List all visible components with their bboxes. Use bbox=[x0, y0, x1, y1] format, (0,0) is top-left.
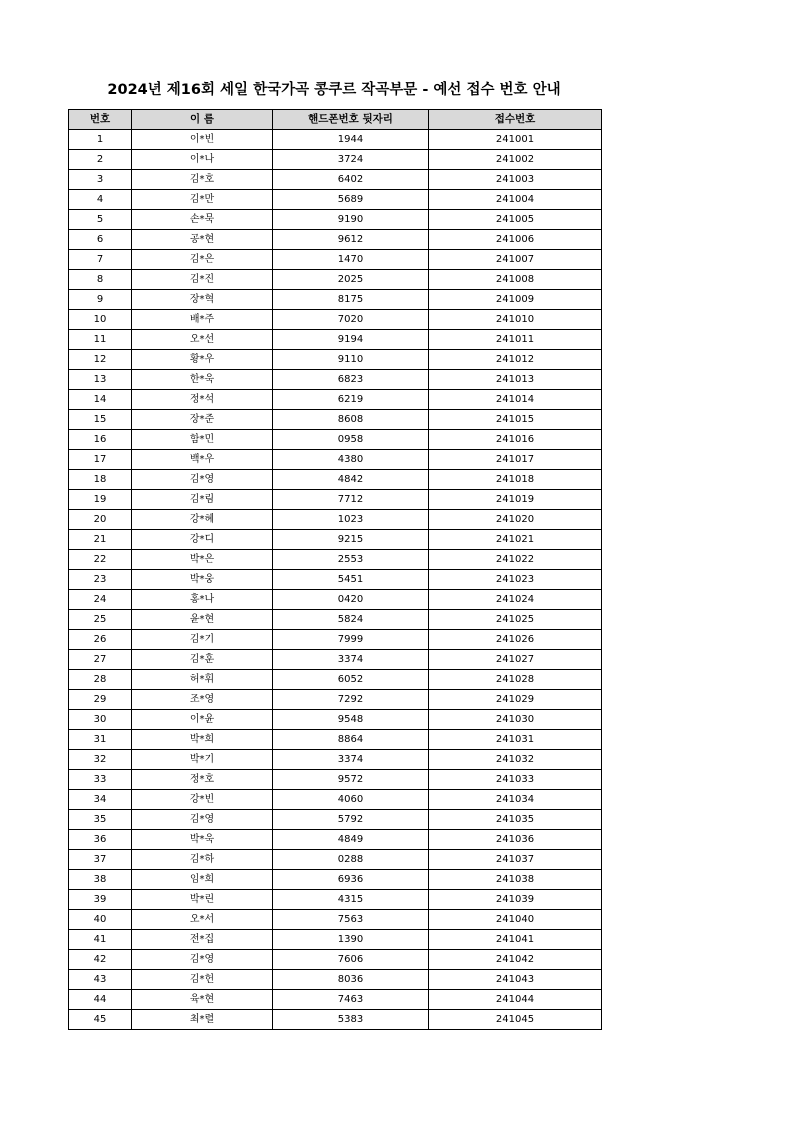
cell-number: 27 bbox=[69, 650, 132, 670]
table-row bbox=[69, 350, 602, 370]
cell-phone-suffix: 1470 bbox=[273, 250, 429, 270]
table-row bbox=[69, 910, 602, 930]
table-row bbox=[69, 890, 602, 910]
table-row bbox=[69, 850, 602, 870]
cell-number: 43 bbox=[69, 970, 132, 990]
cell-number: 12 bbox=[69, 350, 132, 370]
table-row bbox=[69, 770, 602, 790]
document-title: 2024년 제16회 세일 한국가곡 콩쿠르 작곡부문 - 예선 접수 번호 안내 bbox=[107, 82, 561, 98]
cell-name: 오*서 bbox=[132, 910, 273, 930]
cell-number: 26 bbox=[69, 630, 132, 650]
header-name: 이 름 bbox=[132, 110, 273, 130]
table-row bbox=[69, 390, 602, 410]
cell-phone-suffix: 9110 bbox=[273, 350, 429, 370]
cell-phone-suffix: 7463 bbox=[273, 990, 429, 1010]
cell-phone-suffix: 6219 bbox=[273, 390, 429, 410]
cell-name: 장*준 bbox=[132, 410, 273, 430]
cell-name: 장*혁 bbox=[132, 290, 273, 310]
cell-name: 이*나 bbox=[132, 150, 273, 170]
table-row bbox=[69, 250, 602, 270]
cell-registration-number: 241008 bbox=[429, 270, 602, 290]
cell-number: 23 bbox=[69, 570, 132, 590]
cell-registration-number: 241004 bbox=[429, 190, 602, 210]
table-row bbox=[69, 630, 602, 650]
cell-registration-number: 241043 bbox=[429, 970, 602, 990]
cell-name: 손*묵 bbox=[132, 210, 273, 230]
cell-number: 18 bbox=[69, 470, 132, 490]
cell-registration-number: 241015 bbox=[429, 410, 602, 430]
cell-name: 박*웅 bbox=[132, 570, 273, 590]
cell-name: 허*휘 bbox=[132, 670, 273, 690]
cell-phone-suffix: 7020 bbox=[273, 310, 429, 330]
cell-name: 최*렬 bbox=[132, 1010, 273, 1030]
cell-registration-number: 241013 bbox=[429, 370, 602, 390]
cell-phone-suffix: 7563 bbox=[273, 910, 429, 930]
cell-number: 42 bbox=[69, 950, 132, 970]
cell-phone-suffix: 8608 bbox=[273, 410, 429, 430]
cell-name: 김*영 bbox=[132, 950, 273, 970]
table-row bbox=[69, 330, 602, 350]
cell-phone-suffix: 8864 bbox=[273, 730, 429, 750]
cell-name: 공*현 bbox=[132, 230, 273, 250]
cell-registration-number: 241003 bbox=[429, 170, 602, 190]
cell-registration-number: 241023 bbox=[429, 570, 602, 590]
table-row bbox=[69, 690, 602, 710]
table-row bbox=[69, 610, 602, 630]
cell-phone-suffix: 9612 bbox=[273, 230, 429, 250]
cell-name: 정*호 bbox=[132, 770, 273, 790]
cell-phone-suffix: 3374 bbox=[273, 650, 429, 670]
cell-phone-suffix: 5383 bbox=[273, 1010, 429, 1030]
registration-table bbox=[68, 109, 602, 1030]
cell-number: 9 bbox=[69, 290, 132, 310]
cell-number: 3 bbox=[69, 170, 132, 190]
table-row bbox=[69, 970, 602, 990]
cell-phone-suffix: 3374 bbox=[273, 750, 429, 770]
cell-number: 4 bbox=[69, 190, 132, 210]
cell-number: 33 bbox=[69, 770, 132, 790]
cell-name: 김*훈 bbox=[132, 650, 273, 670]
cell-number: 30 bbox=[69, 710, 132, 730]
cell-registration-number: 241002 bbox=[429, 150, 602, 170]
cell-registration-number: 241044 bbox=[429, 990, 602, 1010]
cell-number: 34 bbox=[69, 790, 132, 810]
cell-name: 강*디 bbox=[132, 530, 273, 550]
cell-phone-suffix: 7999 bbox=[273, 630, 429, 650]
cell-registration-number: 241035 bbox=[429, 810, 602, 830]
cell-name: 백*우 bbox=[132, 450, 273, 470]
cell-phone-suffix: 5451 bbox=[273, 570, 429, 590]
cell-registration-number: 241017 bbox=[429, 450, 602, 470]
cell-phone-suffix: 2025 bbox=[273, 270, 429, 290]
cell-number: 15 bbox=[69, 410, 132, 430]
cell-registration-number: 241032 bbox=[429, 750, 602, 770]
cell-number: 6 bbox=[69, 230, 132, 250]
cell-registration-number: 241039 bbox=[429, 890, 602, 910]
cell-number: 39 bbox=[69, 890, 132, 910]
cell-number: 5 bbox=[69, 210, 132, 230]
cell-number: 22 bbox=[69, 550, 132, 570]
cell-name: 김*만 bbox=[132, 190, 273, 210]
table-row bbox=[69, 410, 602, 430]
cell-name: 함*민 bbox=[132, 430, 273, 450]
table-row bbox=[69, 870, 602, 890]
cell-phone-suffix: 4842 bbox=[273, 470, 429, 490]
cell-registration-number: 241034 bbox=[429, 790, 602, 810]
cell-registration-number: 241021 bbox=[429, 530, 602, 550]
table-row bbox=[69, 930, 602, 950]
table-row bbox=[69, 230, 602, 250]
cell-number: 41 bbox=[69, 930, 132, 950]
cell-name: 박*기 bbox=[132, 750, 273, 770]
cell-name: 윤*현 bbox=[132, 610, 273, 630]
cell-name: 김*호 bbox=[132, 170, 273, 190]
cell-name: 조*영 bbox=[132, 690, 273, 710]
cell-registration-number: 241011 bbox=[429, 330, 602, 350]
cell-registration-number: 241042 bbox=[429, 950, 602, 970]
cell-name: 김*림 bbox=[132, 490, 273, 510]
table-row bbox=[69, 790, 602, 810]
table-row bbox=[69, 270, 602, 290]
cell-phone-suffix: 7292 bbox=[273, 690, 429, 710]
table-row bbox=[69, 470, 602, 490]
cell-registration-number: 241030 bbox=[429, 710, 602, 730]
cell-phone-suffix: 1390 bbox=[273, 930, 429, 950]
cell-phone-suffix: 4315 bbox=[273, 890, 429, 910]
cell-name: 이*윤 bbox=[132, 710, 273, 730]
cell-name: 박*린 bbox=[132, 890, 273, 910]
cell-name: 박*은 bbox=[132, 550, 273, 570]
cell-number: 31 bbox=[69, 730, 132, 750]
table-row bbox=[69, 710, 602, 730]
table-row bbox=[69, 170, 602, 190]
cell-number: 17 bbox=[69, 450, 132, 470]
table-row bbox=[69, 730, 602, 750]
cell-registration-number: 241038 bbox=[429, 870, 602, 890]
cell-number: 11 bbox=[69, 330, 132, 350]
table-body bbox=[69, 130, 602, 1030]
cell-number: 7 bbox=[69, 250, 132, 270]
table-row bbox=[69, 150, 602, 170]
cell-phone-suffix: 6052 bbox=[273, 670, 429, 690]
cell-name: 황*우 bbox=[132, 350, 273, 370]
table-row bbox=[69, 650, 602, 670]
cell-registration-number: 241018 bbox=[429, 470, 602, 490]
cell-phone-suffix: 4849 bbox=[273, 830, 429, 850]
cell-registration-number: 241020 bbox=[429, 510, 602, 530]
cell-number: 29 bbox=[69, 690, 132, 710]
header-number: 번호 bbox=[69, 110, 132, 130]
cell-registration-number: 241012 bbox=[429, 350, 602, 370]
cell-phone-suffix: 9215 bbox=[273, 530, 429, 550]
cell-number: 40 bbox=[69, 910, 132, 930]
cell-number: 38 bbox=[69, 870, 132, 890]
cell-name: 김*헌 bbox=[132, 970, 273, 990]
cell-registration-number: 241026 bbox=[429, 630, 602, 650]
cell-number: 8 bbox=[69, 270, 132, 290]
table-row bbox=[69, 550, 602, 570]
cell-registration-number: 241028 bbox=[429, 670, 602, 690]
cell-phone-suffix: 1944 bbox=[273, 130, 429, 150]
cell-phone-suffix: 1023 bbox=[273, 510, 429, 530]
cell-phone-suffix: 6936 bbox=[273, 870, 429, 890]
table-row bbox=[69, 570, 602, 590]
table-row bbox=[69, 310, 602, 330]
cell-name: 강*혜 bbox=[132, 510, 273, 530]
cell-name: 한*욱 bbox=[132, 370, 273, 390]
table-row bbox=[69, 590, 602, 610]
cell-name: 김*영 bbox=[132, 810, 273, 830]
cell-registration-number: 241037 bbox=[429, 850, 602, 870]
cell-name: 김*하 bbox=[132, 850, 273, 870]
cell-name: 김*은 bbox=[132, 250, 273, 270]
cell-phone-suffix: 8036 bbox=[273, 970, 429, 990]
cell-name: 이*빈 bbox=[132, 130, 273, 150]
cell-name: 배*주 bbox=[132, 310, 273, 330]
cell-phone-suffix: 0958 bbox=[273, 430, 429, 450]
cell-number: 28 bbox=[69, 670, 132, 690]
cell-registration-number: 241019 bbox=[429, 490, 602, 510]
cell-number: 24 bbox=[69, 590, 132, 610]
cell-phone-suffix: 6402 bbox=[273, 170, 429, 190]
cell-name: 정*석 bbox=[132, 390, 273, 410]
table-row bbox=[69, 430, 602, 450]
cell-registration-number: 241009 bbox=[429, 290, 602, 310]
cell-name: 박*욱 bbox=[132, 830, 273, 850]
cell-registration-number: 241014 bbox=[429, 390, 602, 410]
cell-registration-number: 241001 bbox=[429, 130, 602, 150]
cell-registration-number: 241031 bbox=[429, 730, 602, 750]
cell-phone-suffix: 4060 bbox=[273, 790, 429, 810]
cell-phone-suffix: 5689 bbox=[273, 190, 429, 210]
cell-name: 김*기 bbox=[132, 630, 273, 650]
table-row bbox=[69, 670, 602, 690]
cell-phone-suffix: 5792 bbox=[273, 810, 429, 830]
table-row bbox=[69, 990, 602, 1010]
cell-registration-number: 241029 bbox=[429, 690, 602, 710]
cell-phone-suffix: 7606 bbox=[273, 950, 429, 970]
cell-number: 25 bbox=[69, 610, 132, 630]
table-row bbox=[69, 530, 602, 550]
cell-registration-number: 241025 bbox=[429, 610, 602, 630]
cell-number: 13 bbox=[69, 370, 132, 390]
table-row bbox=[69, 190, 602, 210]
cell-name: 오*선 bbox=[132, 330, 273, 350]
cell-phone-suffix: 9190 bbox=[273, 210, 429, 230]
table-row bbox=[69, 370, 602, 390]
table-row bbox=[69, 510, 602, 530]
cell-number: 45 bbox=[69, 1010, 132, 1030]
cell-registration-number: 241005 bbox=[429, 210, 602, 230]
cell-registration-number: 241022 bbox=[429, 550, 602, 570]
cell-number: 16 bbox=[69, 430, 132, 450]
cell-registration-number: 241007 bbox=[429, 250, 602, 270]
cell-phone-suffix: 5824 bbox=[273, 610, 429, 630]
cell-phone-suffix: 9194 bbox=[273, 330, 429, 350]
cell-number: 1 bbox=[69, 130, 132, 150]
cell-number: 19 bbox=[69, 490, 132, 510]
header-phone-suffix: 핸드폰번호 뒷자리 bbox=[273, 110, 429, 130]
table-row bbox=[69, 130, 602, 150]
cell-number: 36 bbox=[69, 830, 132, 850]
cell-phone-suffix: 2553 bbox=[273, 550, 429, 570]
cell-phone-suffix: 7712 bbox=[273, 490, 429, 510]
header-registration-number: 접수번호 bbox=[429, 110, 602, 130]
table-row bbox=[69, 810, 602, 830]
table-row bbox=[69, 490, 602, 510]
cell-name: 김*진 bbox=[132, 270, 273, 290]
cell-number: 35 bbox=[69, 810, 132, 830]
table-row bbox=[69, 450, 602, 470]
cell-number: 10 bbox=[69, 310, 132, 330]
cell-number: 20 bbox=[69, 510, 132, 530]
cell-registration-number: 241045 bbox=[429, 1010, 602, 1030]
cell-number: 44 bbox=[69, 990, 132, 1010]
cell-number: 2 bbox=[69, 150, 132, 170]
table-row bbox=[69, 1010, 602, 1030]
table-row bbox=[69, 210, 602, 230]
cell-number: 21 bbox=[69, 530, 132, 550]
cell-registration-number: 241036 bbox=[429, 830, 602, 850]
cell-registration-number: 241016 bbox=[429, 430, 602, 450]
table-row bbox=[69, 290, 602, 310]
cell-phone-suffix: 3724 bbox=[273, 150, 429, 170]
cell-phone-suffix: 0288 bbox=[273, 850, 429, 870]
cell-name: 홍*나 bbox=[132, 590, 273, 610]
cell-phone-suffix: 6823 bbox=[273, 370, 429, 390]
table-header bbox=[69, 110, 602, 130]
cell-phone-suffix: 8175 bbox=[273, 290, 429, 310]
cell-registration-number: 241040 bbox=[429, 910, 602, 930]
cell-name: 전*집 bbox=[132, 930, 273, 950]
cell-number: 14 bbox=[69, 390, 132, 410]
cell-registration-number: 241006 bbox=[429, 230, 602, 250]
cell-phone-suffix: 4380 bbox=[273, 450, 429, 470]
cell-name: 육*현 bbox=[132, 990, 273, 1010]
cell-registration-number: 241033 bbox=[429, 770, 602, 790]
table-row bbox=[69, 750, 602, 770]
table-row bbox=[69, 950, 602, 970]
table-row bbox=[69, 830, 602, 850]
cell-phone-suffix: 9548 bbox=[273, 710, 429, 730]
cell-number: 37 bbox=[69, 850, 132, 870]
cell-name: 박*희 bbox=[132, 730, 273, 750]
cell-name: 강*빈 bbox=[132, 790, 273, 810]
cell-phone-suffix: 0420 bbox=[273, 590, 429, 610]
cell-name: 김*영 bbox=[132, 470, 273, 490]
cell-registration-number: 241010 bbox=[429, 310, 602, 330]
cell-phone-suffix: 9572 bbox=[273, 770, 429, 790]
cell-name: 임*희 bbox=[132, 870, 273, 890]
cell-registration-number: 241041 bbox=[429, 930, 602, 950]
cell-number: 32 bbox=[69, 750, 132, 770]
cell-registration-number: 241027 bbox=[429, 650, 602, 670]
cell-registration-number: 241024 bbox=[429, 590, 602, 610]
header-row bbox=[69, 110, 602, 130]
